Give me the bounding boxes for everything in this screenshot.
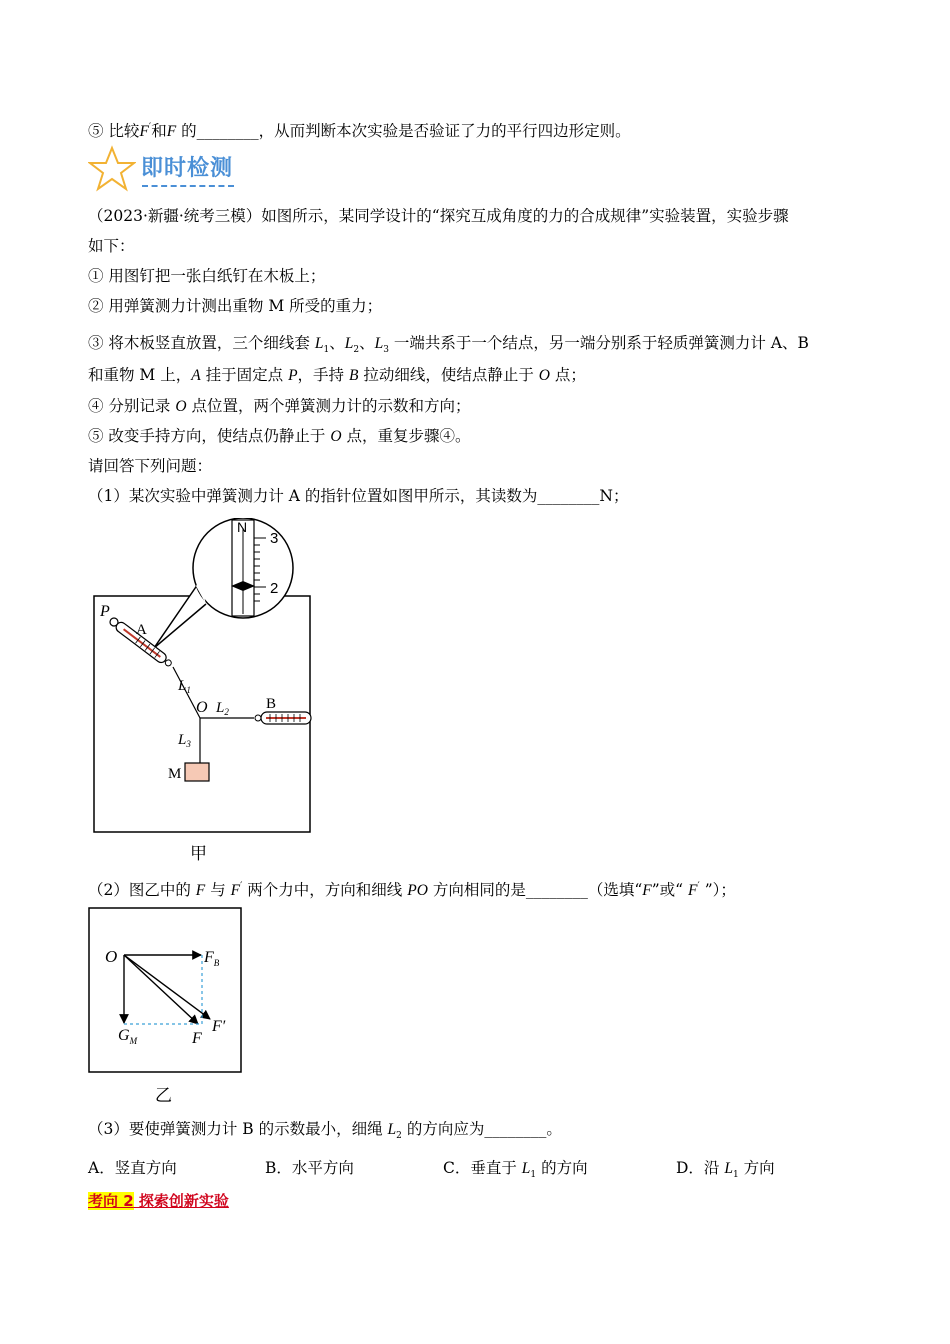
- section-heading: [88, 145, 248, 193]
- step-2: ② 用弹簧测力计测出重物 M 所受的重力；: [88, 297, 383, 315]
- step-1: ① 用图钉把一张白纸钉在木板上；: [88, 267, 326, 285]
- label-GM: $G_M$: [118, 1027, 138, 1046]
- figure-jia: [88, 518, 328, 868]
- question-3: （3）要使弹簧测力计 B 的示数最小，细绳 $L_2$ 的方向应为________。: [88, 1120, 562, 1142]
- caption-jia: 甲: [190, 844, 207, 864]
- label-L1: $L_1$: [178, 678, 191, 695]
- option-b[interactable]: B．水平方向: [265, 1159, 354, 1177]
- label-P: P: [100, 603, 110, 620]
- weight-M: [185, 763, 209, 781]
- question-1: （1）某次实验中弹簧测力计 A 的指针位置如图甲所示，其读数为________N；: [88, 487, 629, 505]
- vector-F: [124, 955, 198, 1024]
- label-L2: $L_2$: [216, 700, 229, 717]
- label-FB: $F_B$: [204, 949, 220, 968]
- intro-line-2: 如下：: [88, 237, 135, 255]
- prev-step-line: ⑤ 比较F′和F 的________，从而判断本次实验是否验证了力的平行四边形定则。: [88, 122, 631, 141]
- prompt-line: 请回答下列问题：: [88, 457, 213, 475]
- tick-label-3: 3: [270, 530, 279, 547]
- vector-F-prime: [124, 955, 210, 1019]
- option-c[interactable]: C．垂直于 $L_1$ 的方向: [443, 1159, 588, 1181]
- step-3-line-1: ③ 将木板竖直放置，三个细线套 $L_1$、$L_2$、$L_3$ 一端共系于一个结点，另一端分别系于轻质弹簧测力计 A、B: [88, 334, 809, 356]
- step-5: ⑤ 改变手持方向，使结点仍静止于 O 点，重复步骤④。: [88, 427, 471, 445]
- label-F-prime-yi: F′: [212, 1018, 226, 1035]
- step-3-line-2: 和重物 M 上，A 挂于固定点 P，手持 B 拉动细线，使结点静止于 O 点；: [88, 366, 586, 384]
- label-L3: $L_3$: [178, 732, 191, 749]
- caption-yi: 乙: [155, 1086, 172, 1106]
- step-4: ④ 分别记录 O 点位置，两个弹簧测力计的示数和方向；: [88, 397, 471, 415]
- topic-tag: 考向 2 探索创新实验: [88, 1192, 229, 1210]
- label-B: B: [266, 696, 277, 712]
- tick-label-2: 2: [270, 580, 279, 597]
- frame-yi: [89, 908, 241, 1072]
- section-underline: [142, 185, 234, 187]
- question-2: （2）图乙中的 F 与 F′ 两个力中，方向和细线 PO 方向相同的是________（选填“F”或“ F′ ”）；: [88, 881, 736, 900]
- label-F-yi: F: [192, 1030, 202, 1047]
- spring-balance-B: [255, 712, 311, 724]
- option-a[interactable]: A．竖直方向: [88, 1159, 177, 1177]
- label-M: M: [168, 766, 182, 782]
- star-icon: [88, 145, 136, 193]
- intro-line-1: （2023·新疆·统考三模）如图所示，某同学设计的“探究互成角度的力的合成规律”实验装置，实验步骤: [88, 207, 789, 225]
- section-title: 即时检测: [141, 156, 234, 181]
- figure-yi: [88, 907, 244, 1075]
- label-O-yi: O: [105, 947, 118, 966]
- label-A: A: [136, 622, 147, 638]
- option-d[interactable]: D．沿 $L_1$ 方向: [676, 1159, 775, 1181]
- label-O: O: [196, 699, 208, 716]
- dial-unit: N: [237, 519, 248, 535]
